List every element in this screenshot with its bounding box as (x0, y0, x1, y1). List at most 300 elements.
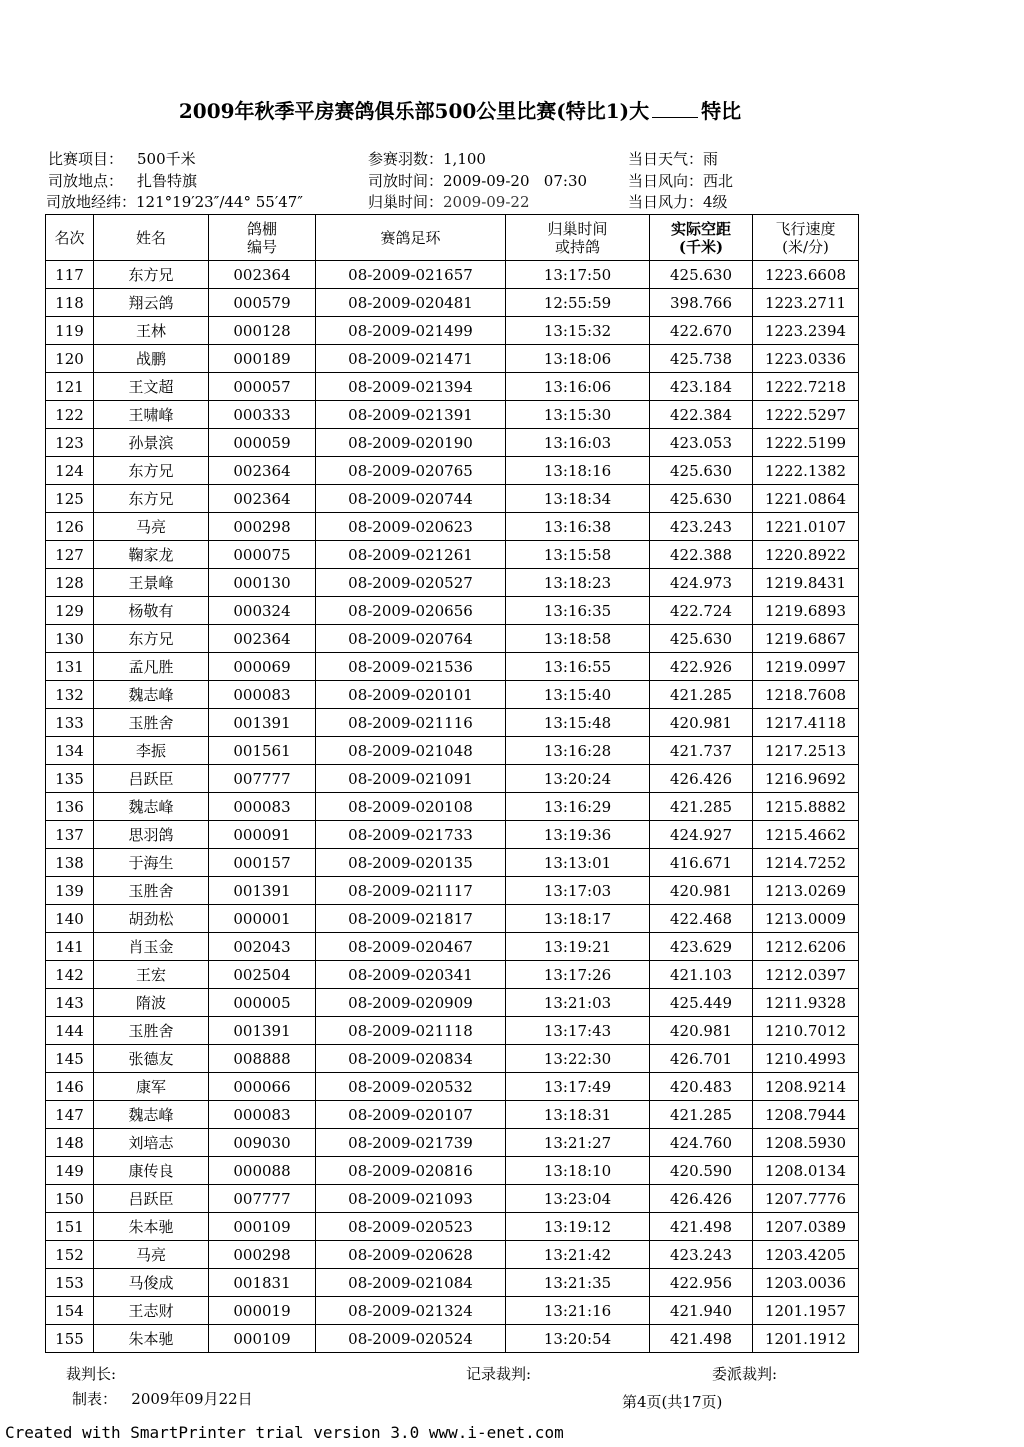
time-cell: 13:16:38 (506, 513, 650, 541)
table-row (46, 1241, 859, 1269)
time-cell: 13:18:06 (506, 345, 650, 373)
time-cell: 13:19:21 (506, 933, 650, 961)
ring-cell: 08-2009-021261 (316, 541, 506, 569)
rank-cell: 142 (46, 961, 94, 989)
chief-judge-label: 裁判长: (66, 1365, 117, 1383)
name-cell: 刘培志 (94, 1129, 209, 1157)
speed-cell: 1223.2711 (753, 289, 859, 317)
ring-cell: 08-2009-021536 (316, 653, 506, 681)
time-cell: 13:21:16 (506, 1297, 650, 1325)
distance-cell: 424.973 (650, 569, 753, 597)
ring-cell: 08-2009-021324 (316, 1297, 506, 1325)
ring-cell: 08-2009-020524 (316, 1325, 506, 1353)
speed-cell: 1210.4993 (753, 1045, 859, 1073)
table-row (46, 905, 859, 933)
distance-cell: 425.630 (650, 625, 753, 653)
speed-cell: 1212.0397 (753, 961, 859, 989)
speed-cell: 1223.2394 (753, 317, 859, 345)
speed-cell: 1201.1912 (753, 1325, 859, 1353)
speed-cell: 1219.6867 (753, 625, 859, 653)
time-cell: 13:18:34 (506, 485, 650, 513)
rank-cell: 146 (46, 1073, 94, 1101)
name-cell: 孟凡胜 (94, 653, 209, 681)
name-cell: 孙景滨 (94, 429, 209, 457)
table-row (46, 401, 859, 429)
speed-cell: 1207.0389 (753, 1213, 859, 1241)
time-cell: 13:16:29 (506, 793, 650, 821)
distance-cell: 420.981 (650, 877, 753, 905)
time-cell: 13:20:24 (506, 765, 650, 793)
rank-cell: 154 (46, 1297, 94, 1325)
distance-cell: 424.760 (650, 1129, 753, 1157)
rank-cell: 136 (46, 793, 94, 821)
return-time-label: 归巢时间： (368, 193, 444, 211)
name-cell: 东方兄 (94, 485, 209, 513)
table-row (46, 765, 859, 793)
time-cell: 13:17:50 (506, 261, 650, 289)
speed-cell: 1217.4118 (753, 709, 859, 737)
speed-cell: 1218.7608 (753, 681, 859, 709)
table-row (46, 261, 859, 289)
loft-cell: 000066 (209, 1073, 316, 1101)
distance-cell: 423.184 (650, 373, 753, 401)
table-row (46, 1157, 859, 1185)
header-loft: 鸽棚 编号 (209, 215, 316, 261)
table-row (46, 793, 859, 821)
speed-cell: 1203.0036 (753, 1269, 859, 1297)
speed-cell: 1201.1957 (753, 1297, 859, 1325)
loft-cell: 001561 (209, 737, 316, 765)
time-cell: 13:18:58 (506, 625, 650, 653)
speed-cell: 1219.8431 (753, 569, 859, 597)
time-cell: 13:20:54 (506, 1325, 650, 1353)
ring-cell: 08-2009-020765 (316, 457, 506, 485)
speed-cell: 1222.1382 (753, 457, 859, 485)
distance-cell: 421.285 (650, 793, 753, 821)
appointed-judge-label: 委派裁判: (712, 1365, 778, 1383)
ring-cell: 08-2009-020816 (316, 1157, 506, 1185)
table-row (46, 1269, 859, 1297)
table-row (46, 737, 859, 765)
loft-cell: 009030 (209, 1129, 316, 1157)
rank-cell: 129 (46, 597, 94, 625)
ring-cell: 08-2009-020481 (316, 289, 506, 317)
time-cell: 13:17:03 (506, 877, 650, 905)
name-cell: 王林 (94, 317, 209, 345)
loft-cell: 000069 (209, 653, 316, 681)
name-cell: 马亮 (94, 1241, 209, 1269)
distance-cell: 423.243 (650, 1241, 753, 1269)
ring-cell: 08-2009-020341 (316, 961, 506, 989)
speed-cell: 1208.7944 (753, 1101, 859, 1129)
speed-cell: 1203.4205 (753, 1241, 859, 1269)
speed-cell: 1220.8922 (753, 541, 859, 569)
record-judge-label: 记录裁判: (466, 1365, 532, 1383)
name-cell: 朱本驰 (94, 1325, 209, 1353)
name-cell: 魏志峰 (94, 793, 209, 821)
speed-cell: 1217.2513 (753, 737, 859, 765)
speed-cell: 1207.7776 (753, 1185, 859, 1213)
ring-cell: 08-2009-021091 (316, 765, 506, 793)
distance-cell: 420.483 (650, 1073, 753, 1101)
ring-cell: 08-2009-020523 (316, 1213, 506, 1241)
distance-cell: 421.103 (650, 961, 753, 989)
header-ring: 赛鸽足环 (316, 215, 506, 261)
loft-cell: 000005 (209, 989, 316, 1017)
info-count (368, 148, 486, 169)
name-cell: 王宏 (94, 961, 209, 989)
table-row (46, 1185, 859, 1213)
ring-cell: 08-2009-021471 (316, 345, 506, 373)
event-value: 500千米 (137, 150, 196, 168)
distance-cell: 424.927 (650, 821, 753, 849)
table-row (46, 597, 859, 625)
speed-cell: 1214.7252 (753, 849, 859, 877)
coordinates-label: 司放地经纬： (46, 193, 137, 211)
loft-cell: 001831 (209, 1269, 316, 1297)
distance-cell: 398.766 (650, 289, 753, 317)
name-cell: 东方兄 (94, 625, 209, 653)
count-label: 参赛羽数： (368, 150, 444, 168)
name-cell: 胡劲松 (94, 905, 209, 933)
ring-cell: 08-2009-020101 (316, 681, 506, 709)
speed-cell: 1208.0134 (753, 1157, 859, 1185)
name-cell: 王志财 (94, 1297, 209, 1325)
table-row (46, 961, 859, 989)
table-row (46, 1017, 859, 1045)
time-cell: 13:23:04 (506, 1185, 650, 1213)
speed-cell: 1221.0107 (753, 513, 859, 541)
speed-cell: 1222.5297 (753, 401, 859, 429)
time-cell: 13:15:58 (506, 541, 650, 569)
name-cell: 康军 (94, 1073, 209, 1101)
name-cell: 玉胜舍 (94, 709, 209, 737)
coordinates-value: 121°19′23″/44° 55′47″ (136, 193, 303, 211)
time-cell: 12:55:59 (506, 289, 650, 317)
ring-cell: 08-2009-020909 (316, 989, 506, 1017)
distance-cell: 421.737 (650, 737, 753, 765)
rank-cell: 123 (46, 429, 94, 457)
title-suffix: 特比 (701, 99, 742, 123)
table-row (46, 1297, 859, 1325)
name-cell: 翔云鸽 (94, 289, 209, 317)
loft-cell: 002043 (209, 933, 316, 961)
speed-cell: 1213.0269 (753, 877, 859, 905)
release-place-value: 扎鲁特旗 (137, 172, 198, 190)
results-table (45, 214, 859, 1353)
name-cell: 王景峰 (94, 569, 209, 597)
rank-cell: 125 (46, 485, 94, 513)
speed-cell: 1222.7218 (753, 373, 859, 401)
time-cell: 13:16:55 (506, 653, 650, 681)
table-row (46, 625, 859, 653)
table-row (46, 485, 859, 513)
time-cell: 13:15:30 (506, 401, 650, 429)
ring-cell: 08-2009-021048 (316, 737, 506, 765)
loft-cell: 001391 (209, 709, 316, 737)
ring-cell: 08-2009-020623 (316, 513, 506, 541)
rank-cell: 124 (46, 457, 94, 485)
speed-cell: 1211.9328 (753, 989, 859, 1017)
loft-cell: 000083 (209, 681, 316, 709)
time-cell: 13:22:30 (506, 1045, 650, 1073)
release-place-label: 司放地点： (48, 172, 124, 190)
rank-cell: 140 (46, 905, 94, 933)
rank-cell: 147 (46, 1101, 94, 1129)
speed-cell: 1219.6893 (753, 597, 859, 625)
distance-cell: 423.243 (650, 513, 753, 541)
loft-cell: 002364 (209, 261, 316, 289)
event-label: 比赛项目： (48, 150, 124, 168)
time-cell: 13:18:10 (506, 1157, 650, 1185)
table-header-row (46, 215, 859, 261)
name-cell: 东方兄 (94, 457, 209, 485)
table-row (46, 317, 859, 345)
header-return-time: 归巢时间 或持鸽 (506, 215, 650, 261)
speed-cell: 1208.9214 (753, 1073, 859, 1101)
rank-cell: 126 (46, 513, 94, 541)
speed-cell: 1215.8882 (753, 793, 859, 821)
wind-force-label: 当日风力： (628, 193, 704, 211)
release-time-label: 司放时间： (368, 172, 444, 190)
loft-cell: 000109 (209, 1325, 316, 1353)
ring-cell: 08-2009-021657 (316, 261, 506, 289)
ring-cell: 08-2009-021394 (316, 373, 506, 401)
info-wind-force (628, 191, 728, 212)
name-cell: 王啸峰 (94, 401, 209, 429)
count-value: 1,100 (443, 150, 486, 168)
distance-cell: 416.671 (650, 849, 753, 877)
loft-cell: 002364 (209, 625, 316, 653)
table-row (46, 373, 859, 401)
time-cell: 13:17:43 (506, 1017, 650, 1045)
ring-cell: 08-2009-021116 (316, 709, 506, 737)
page-number: 第4页(共17页) (622, 1393, 723, 1411)
table-row (46, 849, 859, 877)
rank-cell: 132 (46, 681, 94, 709)
name-cell: 东方兄 (94, 261, 209, 289)
name-cell: 马俊成 (94, 1269, 209, 1297)
ring-cell: 08-2009-020532 (316, 1073, 506, 1101)
distance-cell: 425.630 (650, 457, 753, 485)
loft-cell: 002364 (209, 457, 316, 485)
ring-cell: 08-2009-021739 (316, 1129, 506, 1157)
table-row (46, 989, 859, 1017)
rank-cell: 135 (46, 765, 94, 793)
ring-cell: 08-2009-021733 (316, 821, 506, 849)
speed-cell: 1208.5930 (753, 1129, 859, 1157)
rank-cell: 137 (46, 821, 94, 849)
header-speed: 飞行速度 (米/分) (753, 215, 859, 261)
title-main: 2009年秋季平房赛鸽俱乐部500公里比赛(特比1)大 (178, 99, 650, 123)
table-row (46, 681, 859, 709)
time-cell: 13:19:36 (506, 821, 650, 849)
rank-cell: 145 (46, 1045, 94, 1073)
loft-cell: 000109 (209, 1213, 316, 1241)
ring-cell: 08-2009-021817 (316, 905, 506, 933)
distance-cell: 420.981 (650, 1017, 753, 1045)
info-event (48, 148, 196, 169)
loft-cell: 000083 (209, 793, 316, 821)
distance-cell: 422.384 (650, 401, 753, 429)
time-cell: 13:16:28 (506, 737, 650, 765)
distance-cell: 420.590 (650, 1157, 753, 1185)
release-time-value: 2009-09-20 07:30 (443, 172, 588, 190)
loft-cell: 000298 (209, 1241, 316, 1269)
loft-cell: 001391 (209, 1017, 316, 1045)
loft-cell: 000189 (209, 345, 316, 373)
time-cell: 13:15:48 (506, 709, 650, 737)
speed-cell: 1221.0864 (753, 485, 859, 513)
ring-cell: 08-2009-020834 (316, 1045, 506, 1073)
ring-cell: 08-2009-021084 (316, 1269, 506, 1297)
distance-cell: 422.926 (650, 653, 753, 681)
distance-cell: 426.426 (650, 1185, 753, 1213)
time-cell: 13:18:17 (506, 905, 650, 933)
loft-cell: 002504 (209, 961, 316, 989)
header-rank: 名次 (46, 215, 94, 261)
time-cell: 13:19:12 (506, 1213, 650, 1241)
distance-cell: 422.724 (650, 597, 753, 625)
distance-cell: 420.981 (650, 709, 753, 737)
distance-cell: 422.468 (650, 905, 753, 933)
table-row (46, 1129, 859, 1157)
time-cell: 13:18:16 (506, 457, 650, 485)
loft-cell: 007777 (209, 765, 316, 793)
speed-cell: 1212.6206 (753, 933, 859, 961)
page-title (0, 95, 920, 124)
speed-cell: 1223.6608 (753, 261, 859, 289)
loft-cell: 001391 (209, 877, 316, 905)
speed-cell: 1219.0997 (753, 653, 859, 681)
loft-cell: 008888 (209, 1045, 316, 1073)
rank-cell: 153 (46, 1269, 94, 1297)
table-row (46, 709, 859, 737)
loft-cell: 000579 (209, 289, 316, 317)
header-distance: 实际空距 (千米) (650, 215, 753, 261)
title-blank-line (652, 117, 698, 118)
ring-cell: 08-2009-021118 (316, 1017, 506, 1045)
loft-cell: 000075 (209, 541, 316, 569)
rank-cell: 152 (46, 1241, 94, 1269)
name-cell: 吕跃臣 (94, 1185, 209, 1213)
ring-cell: 08-2009-020628 (316, 1241, 506, 1269)
distance-cell: 421.285 (650, 1101, 753, 1129)
rank-cell: 148 (46, 1129, 94, 1157)
distance-cell: 421.498 (650, 1325, 753, 1353)
ring-cell: 08-2009-021391 (316, 401, 506, 429)
loft-cell: 007777 (209, 1185, 316, 1213)
name-cell: 康传良 (94, 1157, 209, 1185)
name-cell: 魏志峰 (94, 1101, 209, 1129)
time-cell: 13:21:03 (506, 989, 650, 1017)
table-row (46, 345, 859, 373)
loft-cell: 000083 (209, 1101, 316, 1129)
time-cell: 13:13:01 (506, 849, 650, 877)
distance-cell: 421.940 (650, 1297, 753, 1325)
time-cell: 13:16:06 (506, 373, 650, 401)
loft-cell: 000057 (209, 373, 316, 401)
table-row (46, 513, 859, 541)
name-cell: 张德友 (94, 1045, 209, 1073)
loft-cell: 002364 (209, 485, 316, 513)
distance-cell: 426.426 (650, 765, 753, 793)
rank-cell: 138 (46, 849, 94, 877)
time-cell: 13:16:35 (506, 597, 650, 625)
table-row (46, 1073, 859, 1101)
loft-cell: 000128 (209, 317, 316, 345)
rank-cell: 151 (46, 1213, 94, 1241)
ring-cell: 08-2009-020744 (316, 485, 506, 513)
distance-cell: 423.629 (650, 933, 753, 961)
rank-cell: 127 (46, 541, 94, 569)
name-cell: 杨敬有 (94, 597, 209, 625)
return-time-value: 2009-09-22 (443, 193, 530, 211)
distance-cell: 421.498 (650, 1213, 753, 1241)
rank-cell: 141 (46, 933, 94, 961)
name-cell: 鞠家龙 (94, 541, 209, 569)
table-row (46, 289, 859, 317)
time-cell: 13:18:31 (506, 1101, 650, 1129)
loft-cell: 000059 (209, 429, 316, 457)
time-cell: 13:16:03 (506, 429, 650, 457)
table-row (46, 1325, 859, 1353)
rank-cell: 139 (46, 877, 94, 905)
ring-cell: 08-2009-020190 (316, 429, 506, 457)
speed-cell: 1223.0336 (753, 345, 859, 373)
name-cell: 李振 (94, 737, 209, 765)
table-row (46, 569, 859, 597)
loft-cell: 000298 (209, 513, 316, 541)
rank-cell: 143 (46, 989, 94, 1017)
name-cell: 玉胜舍 (94, 1017, 209, 1045)
ring-cell: 08-2009-020527 (316, 569, 506, 597)
loft-cell: 000130 (209, 569, 316, 597)
rank-cell: 122 (46, 401, 94, 429)
time-cell: 13:18:23 (506, 569, 650, 597)
time-cell: 13:21:42 (506, 1241, 650, 1269)
rank-cell: 133 (46, 709, 94, 737)
loft-cell: 000088 (209, 1157, 316, 1185)
rank-cell: 150 (46, 1185, 94, 1213)
speed-cell: 1213.0009 (753, 905, 859, 933)
ring-cell: 08-2009-021499 (316, 317, 506, 345)
table-row (46, 1101, 859, 1129)
table-row (46, 1045, 859, 1073)
weather-value: 雨 (703, 150, 719, 168)
rank-cell: 144 (46, 1017, 94, 1045)
ring-cell: 08-2009-020107 (316, 1101, 506, 1129)
time-cell: 13:21:27 (506, 1129, 650, 1157)
ring-cell: 08-2009-021093 (316, 1185, 506, 1213)
name-cell: 王文超 (94, 373, 209, 401)
info-return-time (368, 191, 530, 212)
time-cell: 13:15:40 (506, 681, 650, 709)
ring-cell: 08-2009-020467 (316, 933, 506, 961)
loft-cell: 000157 (209, 849, 316, 877)
table-row (46, 429, 859, 457)
rank-cell: 119 (46, 317, 94, 345)
time-cell: 13:15:32 (506, 317, 650, 345)
info-release-time (368, 170, 587, 191)
rank-cell: 134 (46, 737, 94, 765)
name-cell: 马亮 (94, 513, 209, 541)
distance-cell: 425.738 (650, 345, 753, 373)
speed-cell: 1215.4662 (753, 821, 859, 849)
info-weather (628, 148, 718, 169)
ring-cell: 08-2009-020135 (316, 849, 506, 877)
time-cell: 13:17:49 (506, 1073, 650, 1101)
